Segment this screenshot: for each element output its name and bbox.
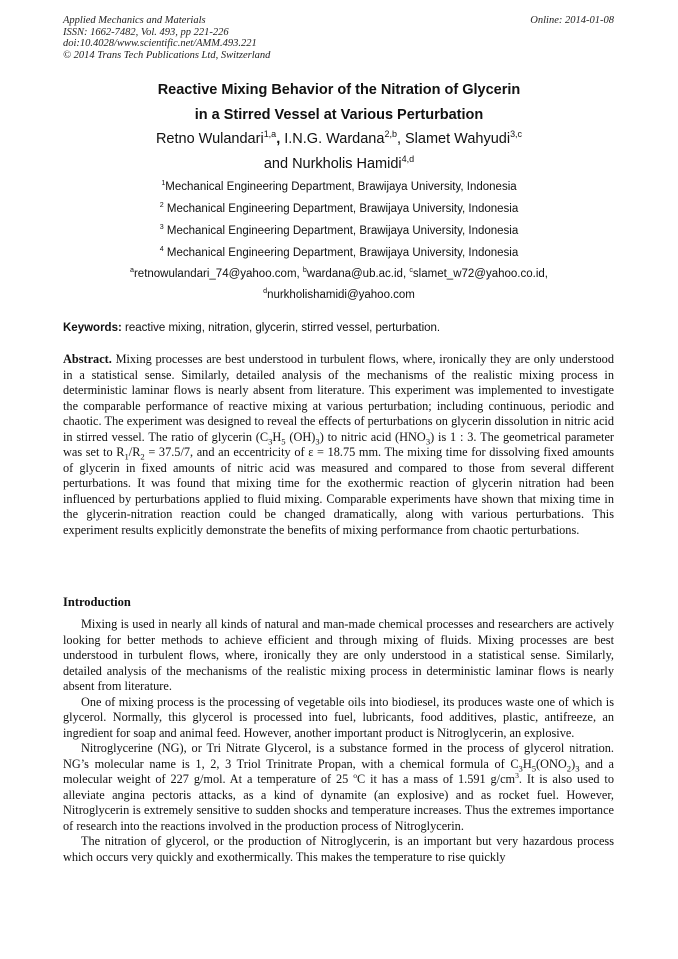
copyright-line: © 2014 Trans Tech Publications Ltd, Switzerland xyxy=(63,49,271,61)
author-name: I.N.G. Wardana xyxy=(284,131,385,147)
abstract-label: Abstract. xyxy=(63,352,112,366)
email-line-2: $^d$nurkholishamidi@yahoo.com xyxy=(263,287,415,301)
affiliation-4: $^4$ Mechanical Engineering Department, Brawijaya University, Indonesia xyxy=(159,245,519,259)
author-name: Nurkholis Hamidi xyxy=(292,156,402,172)
author-and: and xyxy=(263,156,289,172)
author-name: Retno Wulandari xyxy=(155,131,264,147)
email-d[interactable]: nurkholishamidi@yahoo.com xyxy=(267,289,415,301)
paper-title-line-1: Reactive Mixing Behavior of the Nitration of Glycerin xyxy=(157,82,521,98)
author-line-2 xyxy=(0,156,678,172)
author-name: Slamet Wahyudi xyxy=(405,131,511,147)
doi-line: doi:10.4028/www.scientific.net/AMM.493.221 xyxy=(63,38,257,49)
intro-paragraph-1: Mixing is used in nearly all kinds of natural and man-made chemical processes and researchers are actively looking for better methods to achieve efficient and through mixing of fluids. Mixing processes are best understood in turbulent flows, where, ironically they are only understood in a statistical sense. Similarly, detailed analysis of the mechanisms of the realistic mixing process in deterministic laminar flows is nearly absent from literature. xyxy=(63,617,614,693)
keywords-text: reactive mixing, nitration, glycerin, stirred vessel, perturbation. xyxy=(125,322,441,334)
email-a[interactable]: retnowulandari_74@yahoo.com, xyxy=(133,268,300,280)
introduction-body xyxy=(63,617,614,865)
author-superscript: 3,c xyxy=(510,129,523,140)
author-line-1: Retno Wulandari$^{1,a}$, I.N.G. Wardana$^{2,b}$, Slamet Wahyudi$^{3,c}$ xyxy=(155,129,523,147)
abstract: Abstract. Mixing processes are best understood in turbulent flows, where, ironically they are only understood in a statistical sense. Similarly, detailed analysis of the mechanisms of the realistic mixing process in deterministic laminar flows is nearly absent from literature. This experiment was implemented to investigate the comparable performance of reactive mixing at various perturbation; including continuous, periodic and chaotic. The experiment was designed to reveal the effects of perturbations on glycerin dissolution in nitric acid in stirred vessel. The ratio of glycerin ($C_3H_5$ $(OH)_3$) to nitric acid $(HNO_3)$ is 1 : 3. The geometrical parameter was set to $R_1/R_2 = 37.5/7$, and an eccentricity of ε = 18.75 mm. The mixing time for dissolving fixed amounts of glycerin in fixed amounts of nitric acid was measured and compared to those from several different perturbations. It was found that mixing time for the exothermic reaction of glycerin nitration had been influenced by perturbations applied to fluid mixing. Comparable experiments have shown that mixing time in the glycerin-nitration reaction could be changed dramatically, along with various perturbations. This experiment results explicitly demonstrate the benefits of mixing performance from chaotic perturbations. xyxy=(63,352,615,537)
journal-name: Applied Mechanics and Materials xyxy=(63,15,206,26)
paper-title-line-2: in a Stirred Vessel at Various Perturbation xyxy=(194,107,484,123)
affiliation-1: $^1$Mechanical Engineering Department, Brawijaya University, Indonesia xyxy=(161,179,517,193)
intro-paragraph-2: One of mixing process is the processing of vegetable oils into biodiesel, its produces waste one of which is glycerol. Normally, this glycerol is processed into fuel, lubricants, food additives, plastic, antifreeze, an ingredient for soap and animal feed. However, another important product is Nitroglycerin, an explosive. xyxy=(63,694,614,740)
email-b[interactable]: wardana@ub.ac.id, xyxy=(306,268,407,280)
email-c[interactable]: slamet_w72@yahoo.co.id, xyxy=(412,268,548,280)
affiliation-3: $^3$ Mechanical Engineering Department, Brawijaya University, Indonesia xyxy=(159,223,519,237)
intro-paragraph-4: The nitration of glycerol, or the production of Nitroglycerin, is an important but very hazardous process which occurs very quickly and exothermically. This makes the temperature to rise quickly xyxy=(63,834,614,864)
issn-line: ISSN: 1662-7482, Vol. 493, pp 221-226 xyxy=(63,26,229,38)
journal-meta xyxy=(63,15,270,61)
author-superscript: 4,d xyxy=(401,154,415,165)
keywords xyxy=(63,322,623,334)
affiliation-2: $^2$ Mechanical Engineering Department, Brawijaya University, Indonesia xyxy=(159,201,519,215)
author-superscript: 2,b xyxy=(384,129,397,140)
keywords-label: Keywords: xyxy=(63,322,122,334)
email-line-1: $^a$retnowulandari_74@yahoo.com, $^b$wardana@ub.ac.id, $^c$slamet_w72@yahoo.co.id, xyxy=(130,266,548,280)
intro-paragraph-3: Nitroglycerine (NG), or Tri Nitrate Glycerol, is a substance formed in the process of glycerol nitration. NG’s molecular name is 1, 2, 3 Triol Trinitrate Propan, with a chemical formula of $C_3H_5(ONO_2)_3$ and a molecular weight of 227 g/mol. At a temperature of 25 $^o$C it has a mass of 1.591 $g/cm^3$. It is also used to alleviate angina pectoris attacks, as a kind of dynamite (an explosive) and as rocket fuel. However, Nitroglycerin is extremely sensitive to sudden shocks and temperature increases. Thus the extremes importance of research into the reactions involved in the production process of Nitroglycerin. xyxy=(63,741,614,833)
online-date: Online: 2014-01-08 xyxy=(530,15,614,26)
introduction-heading: Introduction xyxy=(63,595,131,609)
author-superscript: 1,a xyxy=(263,129,277,140)
